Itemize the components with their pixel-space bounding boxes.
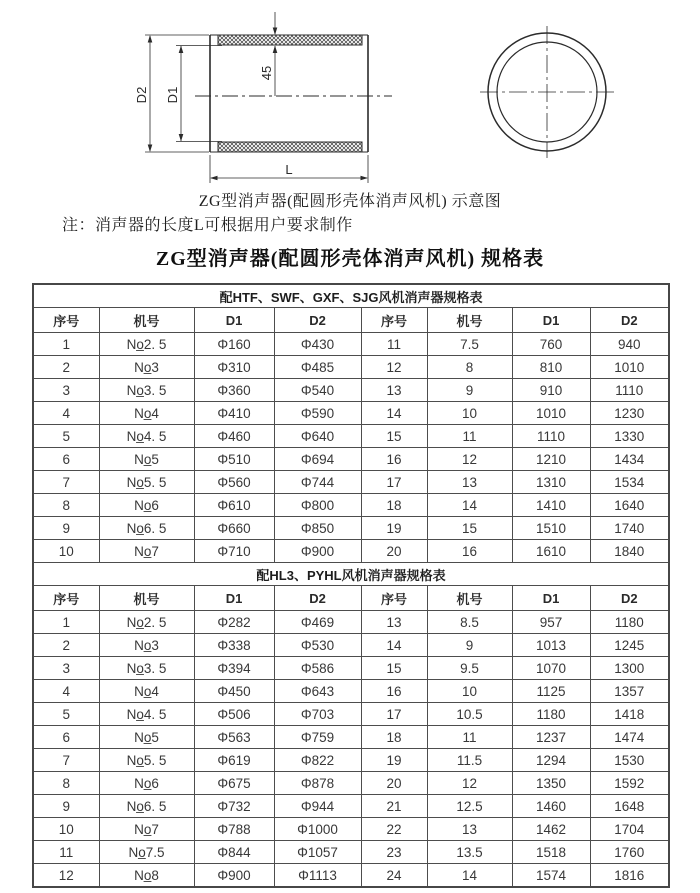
table-cell: 5 [33,425,99,448]
table-cell: 1760 [590,841,669,864]
table-cell: No̲6. 5 [99,795,194,818]
table-cell: 9 [427,379,512,402]
table-cell: 4 [33,680,99,703]
table-cell: 1310 [512,471,590,494]
table-cell: Φ510 [194,448,274,471]
table-cell: 21 [361,795,427,818]
column-header: 序号 [361,586,427,611]
table-cell: No̲3. 5 [99,379,194,402]
note-text: 注：消声器的长度L可根据用户要求制作 [62,217,353,234]
table-cell: 1510 [512,517,590,540]
table-row [33,818,669,841]
table-cell: 12 [361,356,427,379]
table-cell: 1070 [512,657,590,680]
table-cell: 1237 [512,726,590,749]
table-cell: No̲5 [99,726,194,749]
table-cell: Φ560 [194,471,274,494]
table-cell: 6 [33,448,99,471]
table-cell: Φ878 [274,772,361,795]
table-cell: 1010 [512,402,590,425]
table-cell: 1460 [512,795,590,818]
table-cell: 1300 [590,657,669,680]
table-cell: Φ1113 [274,864,361,888]
table-cell: 1410 [512,494,590,517]
dim-label-thickness: 45 [259,65,274,81]
table-cell: Φ450 [194,680,274,703]
column-header: D1 [512,308,590,333]
table-cell: Φ394 [194,657,274,680]
table-row [33,494,669,517]
table-cell: No̲3 [99,634,194,657]
table-row [33,448,669,471]
table-cell: 7 [33,749,99,772]
spec-table [32,283,670,888]
table-cell: 1474 [590,726,669,749]
table-cell: No̲4 [99,680,194,703]
table-cell: 13 [361,379,427,402]
table-cell: 9.5 [427,657,512,680]
column-header: 机号 [427,586,512,611]
table-cell: 12 [427,448,512,471]
table-cell: 3 [33,657,99,680]
table-cell: No̲5 [99,448,194,471]
table-cell: 1230 [590,402,669,425]
table-cell: 14 [361,402,427,425]
table-cell: 10 [427,402,512,425]
table-cell: No̲2. 5 [99,611,194,634]
column-header: D2 [274,308,361,333]
table-cell: 1357 [590,680,669,703]
table-cell: 760 [512,333,590,356]
table-cell: Φ460 [194,425,274,448]
silencer-technical-drawing [0,0,700,184]
table-cell: Φ800 [274,494,361,517]
table-cell: No̲4. 5 [99,703,194,726]
absorber-band-bottom [218,142,362,152]
table-cell: 1530 [590,749,669,772]
table-cell: 1110 [590,379,669,402]
table-row [33,657,669,680]
table-cell: Φ540 [274,379,361,402]
table-cell: 13 [427,818,512,841]
column-header: 机号 [99,586,194,611]
table-cell: 1294 [512,749,590,772]
spec-table-body [33,284,669,887]
table-section-title: 配HL3、PYHL风机消声器规格表 [33,563,669,586]
table-cell: 14 [427,864,512,888]
table-cell: Φ1000 [274,818,361,841]
table-section-title: 配HTF、SWF、GXF、SJG风机消声器规格表 [33,284,669,308]
table-cell: 15 [361,657,427,680]
table-cell: Φ430 [274,333,361,356]
diagram-caption: ZG型消声器(配圆形壳体消声风机) 示意图 [198,193,502,210]
table-cell: 11 [361,333,427,356]
table-cell: 10.5 [427,703,512,726]
table-cell: Φ160 [194,333,274,356]
table-cell: 1534 [590,471,669,494]
table-cell: 11.5 [427,749,512,772]
table-cell: 1245 [590,634,669,657]
table-cell: 20 [361,540,427,563]
column-header-row [33,308,669,333]
table-cell: 2 [33,634,99,657]
table-cell: Φ675 [194,772,274,795]
table-cell: Φ694 [274,448,361,471]
table-cell: Φ310 [194,356,274,379]
column-header: 序号 [33,308,99,333]
column-header: D1 [512,586,590,611]
table-cell: 7 [33,471,99,494]
circular-view [480,26,614,158]
table-row [33,726,669,749]
table-cell: 12 [427,772,512,795]
table-cell: No̲5. 5 [99,471,194,494]
table-cell: 8.5 [427,611,512,634]
table-cell: Φ530 [274,634,361,657]
table-cell: 13 [361,611,427,634]
table-cell: Φ759 [274,726,361,749]
table-cell: No̲5. 5 [99,749,194,772]
table-cell: 22 [361,818,427,841]
table-cell: 1462 [512,818,590,841]
column-header: D2 [274,586,361,611]
table-cell: 1 [33,611,99,634]
table-cell: No̲4 [99,402,194,425]
table-row [33,425,669,448]
table-cell: Φ732 [194,795,274,818]
table-cell: 9 [33,517,99,540]
table-cell: 1434 [590,448,669,471]
table-cell: 1013 [512,634,590,657]
table-cell: 1740 [590,517,669,540]
table-cell: No̲6 [99,494,194,517]
table-cell: Φ660 [194,517,274,540]
dim-label-length: L [285,162,293,177]
absorber-band-top [218,35,362,45]
column-header-row [33,586,669,611]
table-row [33,841,669,864]
table-cell: Φ703 [274,703,361,726]
table-cell: Φ822 [274,749,361,772]
table-cell: 17 [361,703,427,726]
table-cell: 10 [427,680,512,703]
table-row [33,772,669,795]
table-cell: No̲3. 5 [99,657,194,680]
table-cell: Φ619 [194,749,274,772]
table-cell: 957 [512,611,590,634]
table-row [33,864,669,888]
table-row [33,517,669,540]
table-cell: No̲2. 5 [99,333,194,356]
table-cell: 16 [361,448,427,471]
table-cell: 1518 [512,841,590,864]
table-cell: Φ410 [194,402,274,425]
spec-tables [32,283,668,888]
table-cell: Φ338 [194,634,274,657]
table-cell: No̲7 [99,818,194,841]
table-cell: Φ788 [194,818,274,841]
table-cell: No̲6 [99,772,194,795]
table-row [33,749,669,772]
table-cell: 8 [427,356,512,379]
table-cell: 10 [33,818,99,841]
table-cell: 1574 [512,864,590,888]
table-cell: 1592 [590,772,669,795]
table-cell: Φ944 [274,795,361,818]
table-cell: Φ900 [274,540,361,563]
table-cell: Φ506 [194,703,274,726]
table-cell: 1840 [590,540,669,563]
dimension-thickness [273,12,278,96]
table-section-title-row [33,563,669,586]
table-cell: 23 [361,841,427,864]
table-cell: 14 [427,494,512,517]
table-cell: 4 [33,402,99,425]
table-row [33,540,669,563]
table-cell: 8 [33,494,99,517]
table-cell: 12.5 [427,795,512,818]
column-header: 机号 [99,308,194,333]
table-cell: Φ590 [274,402,361,425]
column-header: 序号 [33,586,99,611]
table-cell: 12 [33,864,99,888]
table-cell: 18 [361,494,427,517]
table-cell: Φ586 [274,657,361,680]
table-cell: 17 [361,471,427,494]
table-cell: No̲6. 5 [99,517,194,540]
table-cell: 1010 [590,356,669,379]
table-cell: 18 [361,726,427,749]
table-section-title-row [33,284,669,308]
table-cell: 11 [427,425,512,448]
table-cell: Φ640 [274,425,361,448]
table-cell: Φ1057 [274,841,361,864]
table-cell: No̲3 [99,356,194,379]
table-cell: 19 [361,517,427,540]
table-cell: 940 [590,333,669,356]
dim-label-d1: D1 [165,86,180,104]
table-cell: 1610 [512,540,590,563]
table-cell: 1704 [590,818,669,841]
table-cell: Φ282 [194,611,274,634]
page-title: ZG型消声器(配圆形壳体消声风机) 规格表 [155,248,545,270]
table-cell: 1350 [512,772,590,795]
table-cell: Φ900 [194,864,274,888]
table-cell: 8 [33,772,99,795]
table-cell: 1 [33,333,99,356]
table-cell: No̲7.5 [99,841,194,864]
table-cell: 11 [427,726,512,749]
column-header: 序号 [361,308,427,333]
table-cell: Φ469 [274,611,361,634]
table-cell: 1418 [590,703,669,726]
table-cell: 9 [427,634,512,657]
table-row [33,356,669,379]
table-cell: 9 [33,795,99,818]
table-cell: 24 [361,864,427,888]
table-row [33,795,669,818]
table-cell: 1210 [512,448,590,471]
dim-label-d2: D2 [134,86,149,104]
table-row [33,611,669,634]
table-cell: Φ485 [274,356,361,379]
table-cell: No̲4. 5 [99,425,194,448]
table-cell: 1110 [512,425,590,448]
table-cell: Φ610 [194,494,274,517]
table-row [33,333,669,356]
table-cell: 1180 [512,703,590,726]
dimension-d1 [176,46,222,142]
table-row [33,634,669,657]
table-cell: 6 [33,726,99,749]
table-row [33,680,669,703]
table-cell: 11 [33,841,99,864]
table-cell: Φ850 [274,517,361,540]
table-cell: 910 [512,379,590,402]
table-cell: 15 [427,517,512,540]
table-cell: 1330 [590,425,669,448]
column-header: D1 [194,586,274,611]
table-cell: Φ844 [194,841,274,864]
table-cell: 810 [512,356,590,379]
table-cell: 1648 [590,795,669,818]
column-header: D2 [590,586,669,611]
table-cell: Φ744 [274,471,361,494]
table-cell: Φ360 [194,379,274,402]
table-cell: Φ563 [194,726,274,749]
table-cell: 10 [33,540,99,563]
table-cell: 3 [33,379,99,402]
table-cell: 1125 [512,680,590,703]
table-row [33,402,669,425]
table-cell: 2 [33,356,99,379]
side-view [195,35,392,152]
table-cell: 15 [361,425,427,448]
table-cell: 19 [361,749,427,772]
table-cell: 1640 [590,494,669,517]
table-cell: 14 [361,634,427,657]
column-header: D1 [194,308,274,333]
table-cell: Φ710 [194,540,274,563]
table-cell: 13 [427,471,512,494]
table-cell: 20 [361,772,427,795]
table-row [33,703,669,726]
table-cell: 1816 [590,864,669,888]
table-cell: 16 [427,540,512,563]
table-cell: 16 [361,680,427,703]
table-cell: 13.5 [427,841,512,864]
table-cell: Φ643 [274,680,361,703]
table-cell: 5 [33,703,99,726]
column-header: 机号 [427,308,512,333]
table-cell: No̲7 [99,540,194,563]
table-cell: No̲8 [99,864,194,888]
table-cell: 7.5 [427,333,512,356]
table-row [33,379,669,402]
table-row [33,471,669,494]
column-header: D2 [590,308,669,333]
table-cell: 1180 [590,611,669,634]
